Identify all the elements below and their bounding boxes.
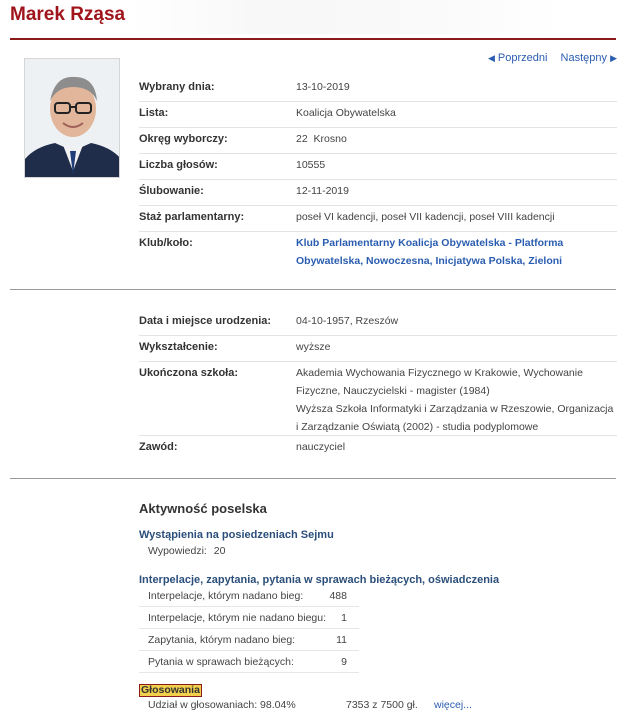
bio-value: 04-10-1957, Rzeszów xyxy=(296,315,399,327)
info-value: 13-10-2019 xyxy=(296,81,350,93)
bio-value: Wyższa Szkoła Informatyki i Zarządzania w Rzeszowie, Organizacja i Zarządzanie Oświatą (2002) - studia podyplomowe xyxy=(296,403,614,433)
votes-count: 7353 z 7500 gł. xyxy=(346,699,418,711)
info-label: Klub/koło: xyxy=(139,237,193,249)
bio-row xyxy=(139,310,617,336)
info-value: 22 Krosno xyxy=(296,133,347,145)
interp-label: Pytania w sprawach bieżących: xyxy=(148,656,294,668)
info-label: Ślubowanie: xyxy=(139,185,204,197)
deputy-photo xyxy=(24,58,120,178)
bio-row xyxy=(139,362,617,436)
page-title: Marek Rząsa xyxy=(10,4,126,25)
header-rule xyxy=(10,38,616,40)
info-value: 12-11-2019 xyxy=(296,185,349,197)
info-row xyxy=(139,232,617,276)
info-row xyxy=(139,206,617,232)
info-label: Liczba głosów: xyxy=(139,159,218,171)
next-label: Następny xyxy=(560,52,608,64)
prev-label: Poprzedni xyxy=(497,52,548,64)
votes-heading-link[interactable]: Głosowania xyxy=(141,684,200,696)
prev-link[interactable] xyxy=(488,52,548,64)
bio-label: Zawód: xyxy=(139,441,178,453)
info-value: Koalicja Obywatelska xyxy=(296,107,396,119)
speeches-stat xyxy=(148,545,225,557)
interp-value: 1 xyxy=(341,612,347,624)
info-table xyxy=(139,76,617,276)
section-divider xyxy=(10,289,616,290)
info-label: Wybrany dnia: xyxy=(139,81,215,93)
interp-row xyxy=(139,652,359,673)
club-link[interactable]: Klub Parlamentarny Koalicja Obywatelska - Platforma Obywatelska, Nowoczesna, Inicjatywa Polska, Zieloni xyxy=(296,237,564,267)
interp-value: 488 xyxy=(329,590,347,602)
interp-label: Zapytania, którym nadano bieg: xyxy=(148,634,296,646)
speeches-heading-link[interactable]: Wystąpienia na posiedzeniach Sejmu xyxy=(139,529,334,541)
bio-value: Akademia Wychowania Fizycznego w Krakowie, Wychowanie Fizyczne, Nauczycielski - magister (1984) xyxy=(296,367,583,397)
portrait-image xyxy=(25,59,120,178)
speeches-label: Wypowiedzi: xyxy=(148,545,207,557)
interp-row xyxy=(139,586,359,607)
next-link[interactable] xyxy=(561,52,617,64)
votes-participation: Udział w głosowaniach: 98.04% xyxy=(148,699,296,711)
info-row xyxy=(139,128,617,154)
bio-row xyxy=(139,436,617,462)
interp-label: Interpelacje, którym nie nadano biegu: xyxy=(148,612,327,624)
info-label: Staż parlamentarny: xyxy=(139,211,245,223)
triangle-right-icon: ▶ xyxy=(610,53,617,63)
info-row xyxy=(139,102,617,128)
bio-label: Data i miejsce urodzenia: xyxy=(139,315,272,327)
triangle-left-icon: ◀ xyxy=(487,53,495,63)
info-row xyxy=(139,154,617,180)
interp-row xyxy=(139,608,359,629)
bio-row xyxy=(139,336,617,362)
bio-label: Ukończona szkoła: xyxy=(139,367,239,379)
interp-row xyxy=(139,630,359,651)
header-fade xyxy=(130,0,560,34)
activity-title: Aktywność poselska xyxy=(139,501,267,516)
bio-table xyxy=(139,310,617,462)
bio-value: nauczyciel xyxy=(296,441,346,453)
votes-more-link[interactable]: więcej... xyxy=(434,699,472,711)
bio-value: wyższe xyxy=(296,341,331,353)
section-divider xyxy=(10,478,616,479)
info-value: poseł VI kadencji, poseł VII kadencji, poseł VIII kadencji xyxy=(296,211,555,223)
interp-value: 11 xyxy=(336,634,347,646)
info-value: 10555 xyxy=(296,159,326,171)
interp-value: 9 xyxy=(341,656,347,668)
bio-label: Wykształcenie: xyxy=(139,341,218,353)
info-label: Lista: xyxy=(139,107,169,119)
interpellations-heading-link[interactable]: Interpelacje, zapytania, pytania w sprawach bieżących, oświadczenia xyxy=(139,574,500,586)
info-label: Okręg wyborczy: xyxy=(139,133,228,145)
info-row xyxy=(139,76,617,102)
interp-label: Interpelacje, którym nadano bieg: xyxy=(148,590,304,602)
pagination-nav xyxy=(478,52,617,64)
info-row xyxy=(139,180,617,206)
speeches-value: 20 xyxy=(213,545,226,557)
